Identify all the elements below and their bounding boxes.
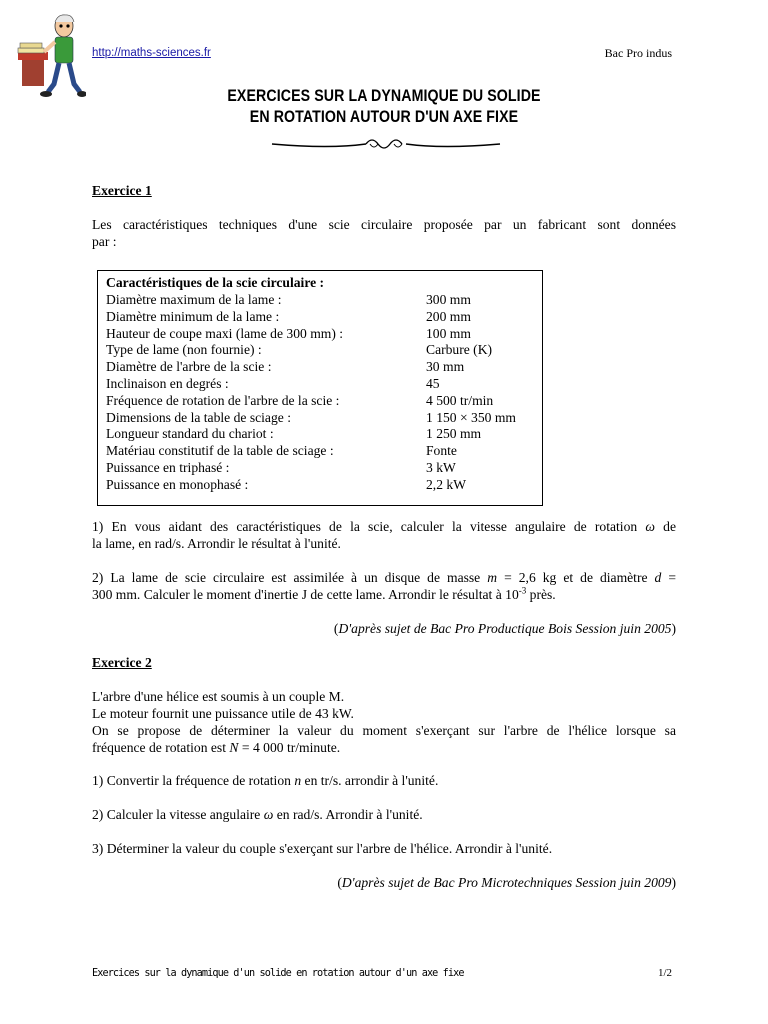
spec-value: 200 mm xyxy=(426,308,471,324)
spec-label: Fréquence de rotation de l'arbre de la scie : xyxy=(106,392,340,408)
exercise-2-statement: L'arbre d'une hélice est soumis à un couple M. Le moteur fournit une puissance utile de 43 kW. On se propose de déterminer la valeur du moment s'exerçant sur l'arbre de l'hélice lorsque sa fréquence de rotation est N = 4 000 tr/minute. xyxy=(92,689,676,755)
spec-label: Type de lame (non fournie) : xyxy=(106,342,262,358)
exercise-2-question-2: 2) Calculer la vitesse angulaire ω en rad/s. Arrondir à l'unité. xyxy=(92,807,423,822)
spec-value: 30 mm xyxy=(426,359,465,375)
page-title-line-1: EXERCICES SUR LA DYNAMIQUE DU SOLIDE xyxy=(227,87,541,105)
spec-table xyxy=(97,270,543,506)
spec-table-title: Caractéristiques de la scie circulaire : xyxy=(106,275,325,290)
spec-row xyxy=(106,392,536,409)
spec-row xyxy=(106,442,536,459)
exercise-2-heading: Exercice 2 xyxy=(92,655,152,670)
spec-row xyxy=(106,358,536,375)
spec-value: 300 mm xyxy=(426,292,471,307)
spec-label: Longueur standard du chariot : xyxy=(106,426,274,442)
spec-row xyxy=(106,409,536,426)
spec-value: 4 500 tr/min xyxy=(426,392,494,408)
spec-value: Fonte xyxy=(426,443,457,459)
page-title xyxy=(54,86,714,128)
omega-symbol: ω xyxy=(263,807,274,822)
spec-value: Carbure (K) xyxy=(426,342,493,358)
spec-label: Diamètre minimum de la lame : xyxy=(106,308,280,324)
spec-row xyxy=(106,425,536,442)
spec-label: Puissance en triphasé : xyxy=(106,460,230,475)
spec-label: Matériau constitutif de la table de sciage : xyxy=(106,443,334,459)
spec-row xyxy=(106,325,536,342)
title-ornament xyxy=(270,135,502,153)
spec-row xyxy=(106,375,536,392)
spec-row xyxy=(106,476,536,493)
omega-symbol: ω xyxy=(645,519,655,534)
page-title-line-2: EN ROTATION AUTOUR D'UN AXE FIXE xyxy=(249,108,519,126)
course-label: Bac Pro indus xyxy=(604,46,672,60)
exercise-1-source: (D'après sujet de Bac Pro Productique Bois Session juin 2005) xyxy=(333,621,676,636)
page-number: 1/2 xyxy=(657,967,672,979)
spec-label: Dimensions de la table de sciage : xyxy=(106,409,291,425)
spec-row xyxy=(106,459,536,476)
exercise-1-heading: Exercice 1 xyxy=(92,183,152,198)
spec-row xyxy=(106,341,536,358)
spec-value: 1 250 mm xyxy=(426,426,482,442)
spec-value: 100 mm xyxy=(426,325,471,341)
spec-label: Hauteur de coupe maxi (lame de 300 mm) : xyxy=(106,325,344,341)
spec-label: Puissance en monophasé : xyxy=(106,476,249,492)
spec-label: Diamètre de l'arbre de la scie : xyxy=(106,359,272,375)
exercise-2-question-3: 3) Déterminer la valeur du couple s'exerçant sur l'arbre de l'hélice. Arrondir à l'unité. xyxy=(92,841,553,856)
spec-value: 3 kW xyxy=(426,460,456,475)
site-url-link[interactable]: http://maths-sciences.fr xyxy=(92,47,211,59)
spec-row xyxy=(106,308,536,325)
exercise-1-question-2: 2) La lame de scie circulaire est assimilée à un disque de masse m = 2,6 kg et de diamètre d = 300 mm. Calculer le moment d'inertie J de cette lame. Arrondir le résultat à $10^{-3}$ près. xyxy=(92,570,677,602)
exercise-1-intro: Les caractéristiques techniques d'une scie circulaire proposée par un fabricant sont données par : xyxy=(92,217,676,249)
exercise-1-question-1: 1) En vous aidant des caractéristiques de la scie, calculer la vitesse angulaire de rotation ω de la lame, en rad/s. Arrondir le résultat à l'unité. xyxy=(92,519,676,551)
exercise-2-question-1: 1) Convertir la fréquence de rotation n en tr/s. arrondir à l'unité. xyxy=(92,773,439,788)
spec-value: 1 150 × 350 mm xyxy=(426,409,516,425)
spec-value: 45 xyxy=(426,376,440,391)
footer-title: Exercices sur la dynamique d'un solide en rotation autour d'un axe fixe xyxy=(92,968,464,979)
exercise-2-source: (D'après sujet de Bac Pro Microtechniques Session juin 2009) xyxy=(337,875,676,890)
spec-row xyxy=(106,291,536,308)
spec-value: 2,2 kW xyxy=(426,476,467,492)
spec-label: Inclinaison en degrés : xyxy=(106,376,229,391)
spec-label: Diamètre maximum de la lame : xyxy=(106,292,282,307)
